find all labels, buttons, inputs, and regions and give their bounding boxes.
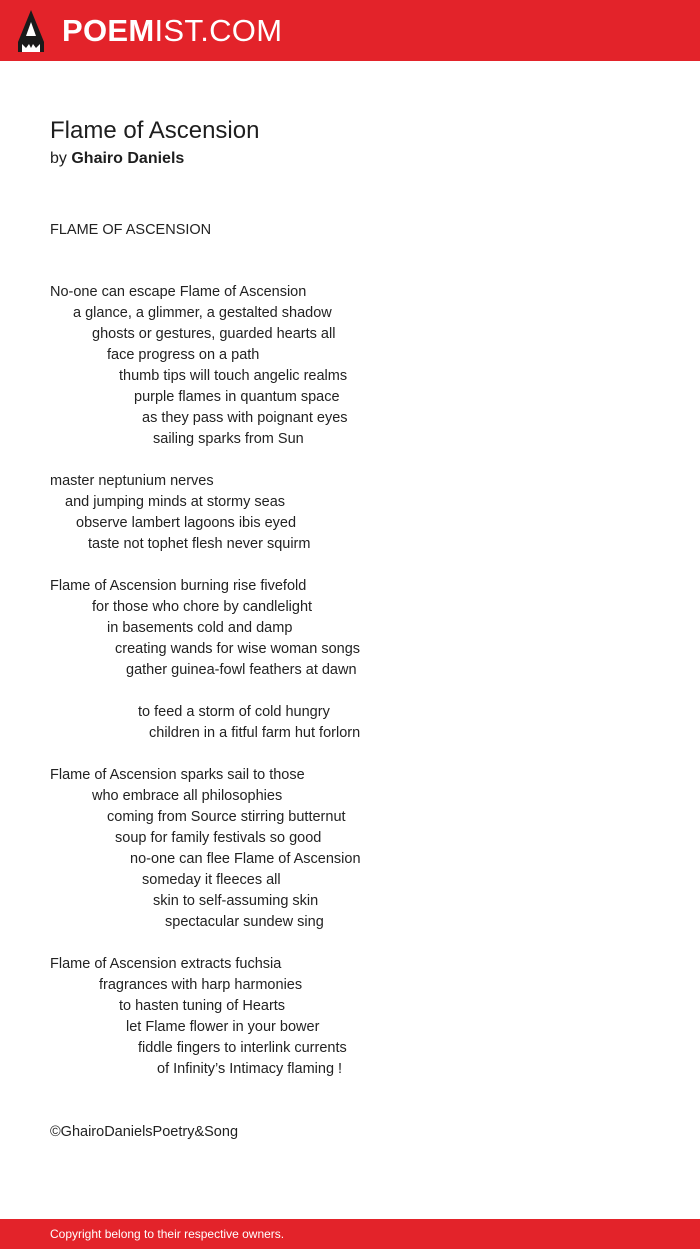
- stanza-break: [50, 744, 670, 765]
- poem-line: taste not tophet flesh never squirm: [88, 536, 311, 552]
- poem-line: ghosts or gestures, guarded hearts all: [92, 326, 336, 342]
- poem-line: thumb tips will touch angelic realms: [119, 368, 348, 384]
- poem-body: [50, 282, 670, 1080]
- poem-line: observe lambert lagoons ibis eyed: [76, 515, 297, 531]
- poem-line: a glance, a glimmer, a gestalted shadow: [73, 305, 332, 321]
- poem-line: master neptunium nerves: [50, 473, 214, 489]
- poem-line: to hasten tuning of Hearts: [119, 998, 286, 1014]
- poem-line: gather guinea-fowl feathers at dawn: [126, 662, 357, 678]
- poem-line: fiddle fingers to interlink currents: [138, 1040, 347, 1056]
- logo-text-bold: POEM: [62, 13, 155, 48]
- poem-line: in basements cold and damp: [107, 620, 293, 636]
- poem-line: for those who chore by candlelight: [92, 599, 313, 615]
- stanza-break: [50, 933, 670, 954]
- author-name: Ghairo Daniels: [71, 150, 185, 167]
- poem-line: skin to self-assuming skin: [153, 893, 319, 909]
- site-logo-link[interactable]: [62, 12, 282, 50]
- poem-line: let Flame flower in your bower: [126, 1019, 320, 1035]
- poem-line: children in a fitful farm hut forlorn: [149, 725, 361, 741]
- poem-line: to feed a storm of cold hungry: [138, 704, 330, 720]
- pencil-logo-icon[interactable]: [18, 10, 44, 52]
- poem-line: soup for family festivals so good: [115, 830, 322, 846]
- poem-line: coming from Source stirring butternut: [107, 809, 346, 825]
- poem-line: spectacular sundew sing: [165, 914, 324, 930]
- poem-line: no-one can flee Flame of Ascension: [130, 851, 361, 867]
- poem-subheading: FLAME OF ASCENSION: [50, 222, 212, 238]
- footer-copyright-text: Copyright belong to their respective owners.: [50, 1227, 285, 1241]
- poem-copyright: ©GhairoDanielsPoetry&Song: [50, 1124, 239, 1140]
- site-header: [0, 0, 700, 61]
- poem-line: of Infinity’s Intimacy flaming !: [157, 1061, 343, 1077]
- poem-line: as they pass with poignant eyes: [142, 410, 348, 426]
- logo-text-light: IST.COM: [154, 13, 283, 48]
- by-label: by: [50, 150, 67, 167]
- stanza-break: [50, 681, 670, 702]
- poem-line: who embrace all philosophies: [92, 788, 283, 804]
- poem-line: fragrances with harp harmonies: [99, 977, 303, 993]
- site-footer: [0, 1219, 700, 1249]
- poem-line: someday it fleeces all: [142, 872, 281, 888]
- poem-line: sailing sparks from Sun: [153, 431, 304, 447]
- stanza-break: [50, 555, 670, 576]
- poem-line: and jumping minds at stormy seas: [65, 494, 286, 510]
- poem-line: Flame of Ascension burning rise fivefold: [50, 578, 307, 594]
- poem-line: Flame of Ascension sparks sail to those: [50, 767, 305, 783]
- poem-line: creating wands for wise woman songs: [115, 641, 361, 657]
- poem-line: face progress on a path: [107, 347, 260, 363]
- poem-byline: [50, 149, 184, 169]
- poem-line: purple flames in quantum space: [134, 389, 340, 405]
- poem-line: Flame of Ascension extracts fuchsia: [50, 956, 282, 972]
- stanza-break: [50, 450, 670, 471]
- poem-title: Flame of Ascension: [50, 117, 260, 144]
- poem-line: No-one can escape Flame of Ascension: [50, 284, 307, 300]
